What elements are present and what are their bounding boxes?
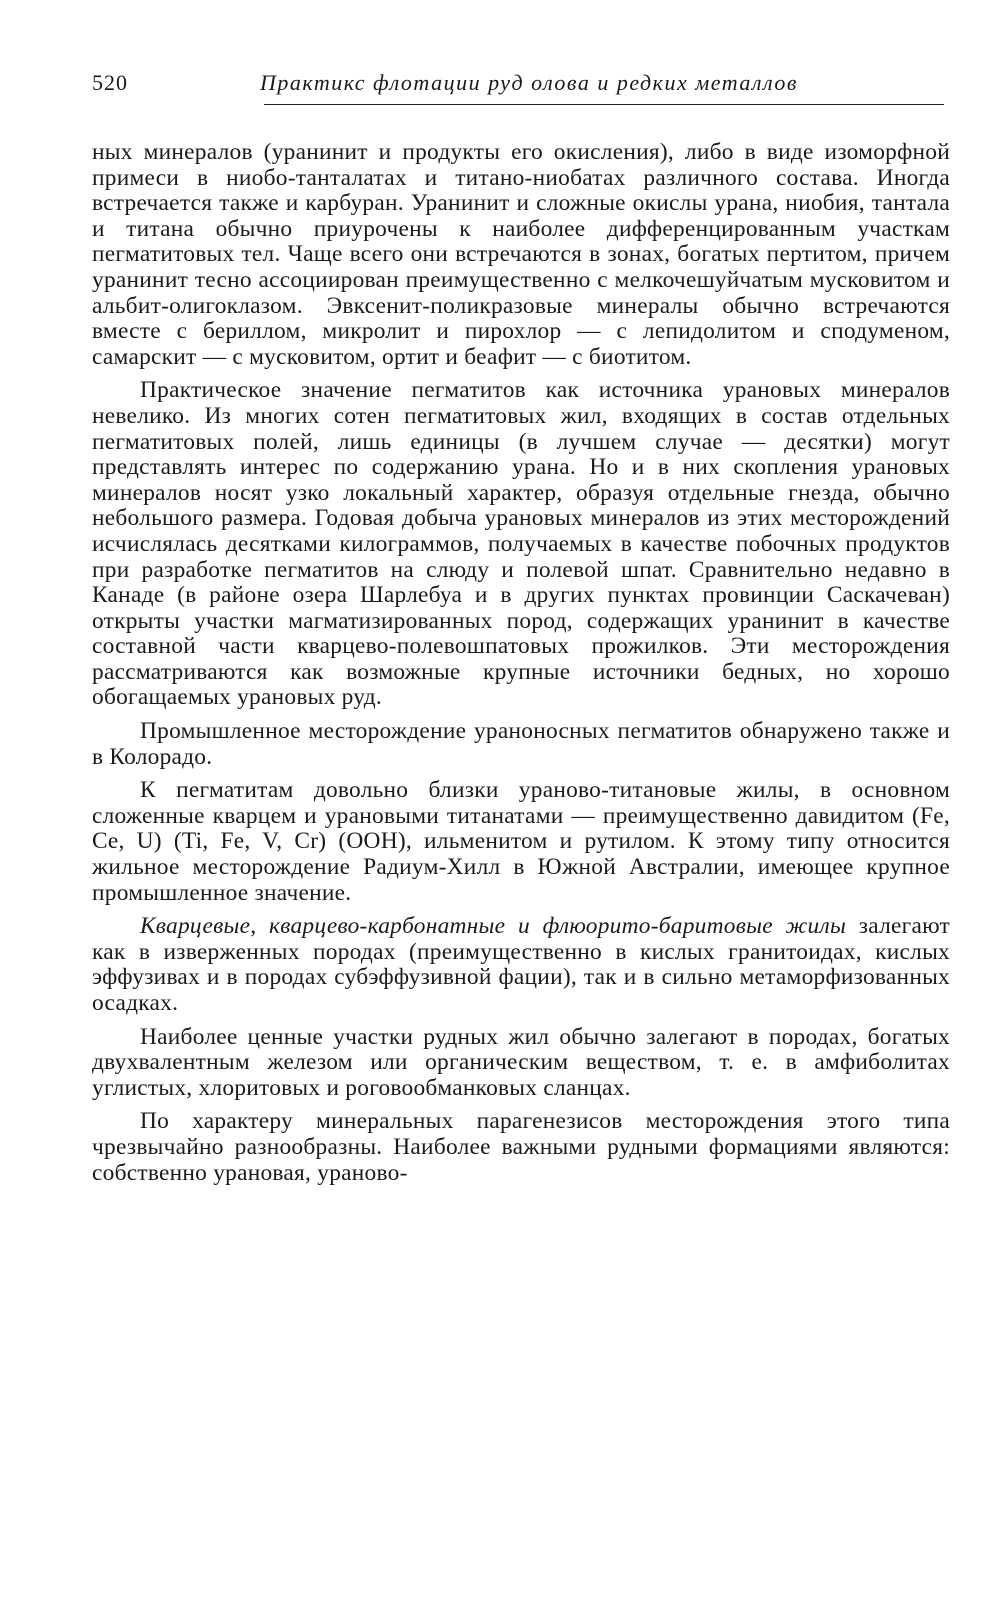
running-title: Практикс флотации руд олова и редких металлов bbox=[260, 70, 798, 95]
italic-term: Кварцевые, кварцево-карбонатные и флюорито-баритовые жилы bbox=[140, 913, 847, 940]
paragraph: К пегматитам довольно близки ураново-титановые жилы, в основном сложенные кварцем и урановыми титанатами — преимущественно давидитом (Fe, Ce, U) (Ti, Fe, V, Cr) (OOH), ильменитом и рутилом. К этому типу относится жильное месторождение Радиум-Хилл в Южной Австралии, имеющее крупное промышленное значение. bbox=[92, 777, 950, 906]
paragraph: Промышленное месторождение ураноносных пегматитов обнаружено также и в Колорадо. bbox=[92, 718, 950, 770]
paragraph: По характеру минеральных парагенезисов месторождения этого типа чрезвычайно разнообразны. Наиболее важными рудными формациями являются: собственно урановая, ураново- bbox=[92, 1108, 950, 1186]
paragraph: Наиболее ценные участки рудных жил обычно залегают в породах, богатых двухвалентным железом или органическим веществом, т. е. в амфиболитах углистых, хлоритовых и роговообманковых сланцах. bbox=[92, 1023, 950, 1101]
paragraph-text: залегают как в изверженных породах (преимущественно в кислых гранитоидах, кислых эффузивах и в породах субэффузивной фации), так и в сильно метаморфизованных осадках. bbox=[92, 913, 951, 1016]
paragraph: ных минералов (уранинит и продукты его окисления), либо в виде изоморфной примеси в ниобо-танталатах и титано-ниобатах различного состава. Иногда встречается также и карбуран. Уранинит и сложные окислы урана, ниобия, тантала и титана обычно приурочены к наиболее дифференцированным участкам пегматитовых тел. Чаще всего они встречаются в зонах, богатых пертитом, причем уранинит тесно ассоциирован преимущественно с мелкочешуйчатым мусковитом и альбит-олигоклазом. Эвксенит-поликразовые минералы обычно встречаются вместе с бериллом, микролит и пирохлор — с лепидолитом и сподуменом, самарскит — с мусковитом, ортит и беафит — с биотитом. bbox=[92, 139, 950, 370]
paragraph bbox=[92, 914, 950, 1016]
header-rule bbox=[264, 104, 944, 105]
page-number: 520 bbox=[92, 70, 128, 95]
paragraph: Практическое значение пегматитов как источника урановых минералов невелико. Из многих сотен пегматитовых жил, входящих в состав отдельных пегматитовых полей, лишь единицы (в лучшем случае — десятки) могут представлять интерес по содержанию урана. Но и в них скопления урановых минералов носят узко локальный характер, образуя отдельные гнезда, обычно небольшого размера. Годовая добыча урановых минералов из этих месторождений исчислялась десятками килограммов, получаемых в качестве побочных продуктов при разработке пегматитов на слюду и полевой шпат. Сравнительно недавно в Канаде (в районе озера Шарлебуа и в других пунктах провинции Саскачеван) открыты участки магматизированных пород, содержащих уранинит в качестве составной части кварцево-полевошпатовых прожилков. Эти месторождения рассматриваются как возможные крупные источники бедных, но хорошо обогащаемых урановых руд. bbox=[92, 377, 950, 711]
page-header bbox=[92, 70, 950, 110]
body-text bbox=[92, 140, 950, 1194]
